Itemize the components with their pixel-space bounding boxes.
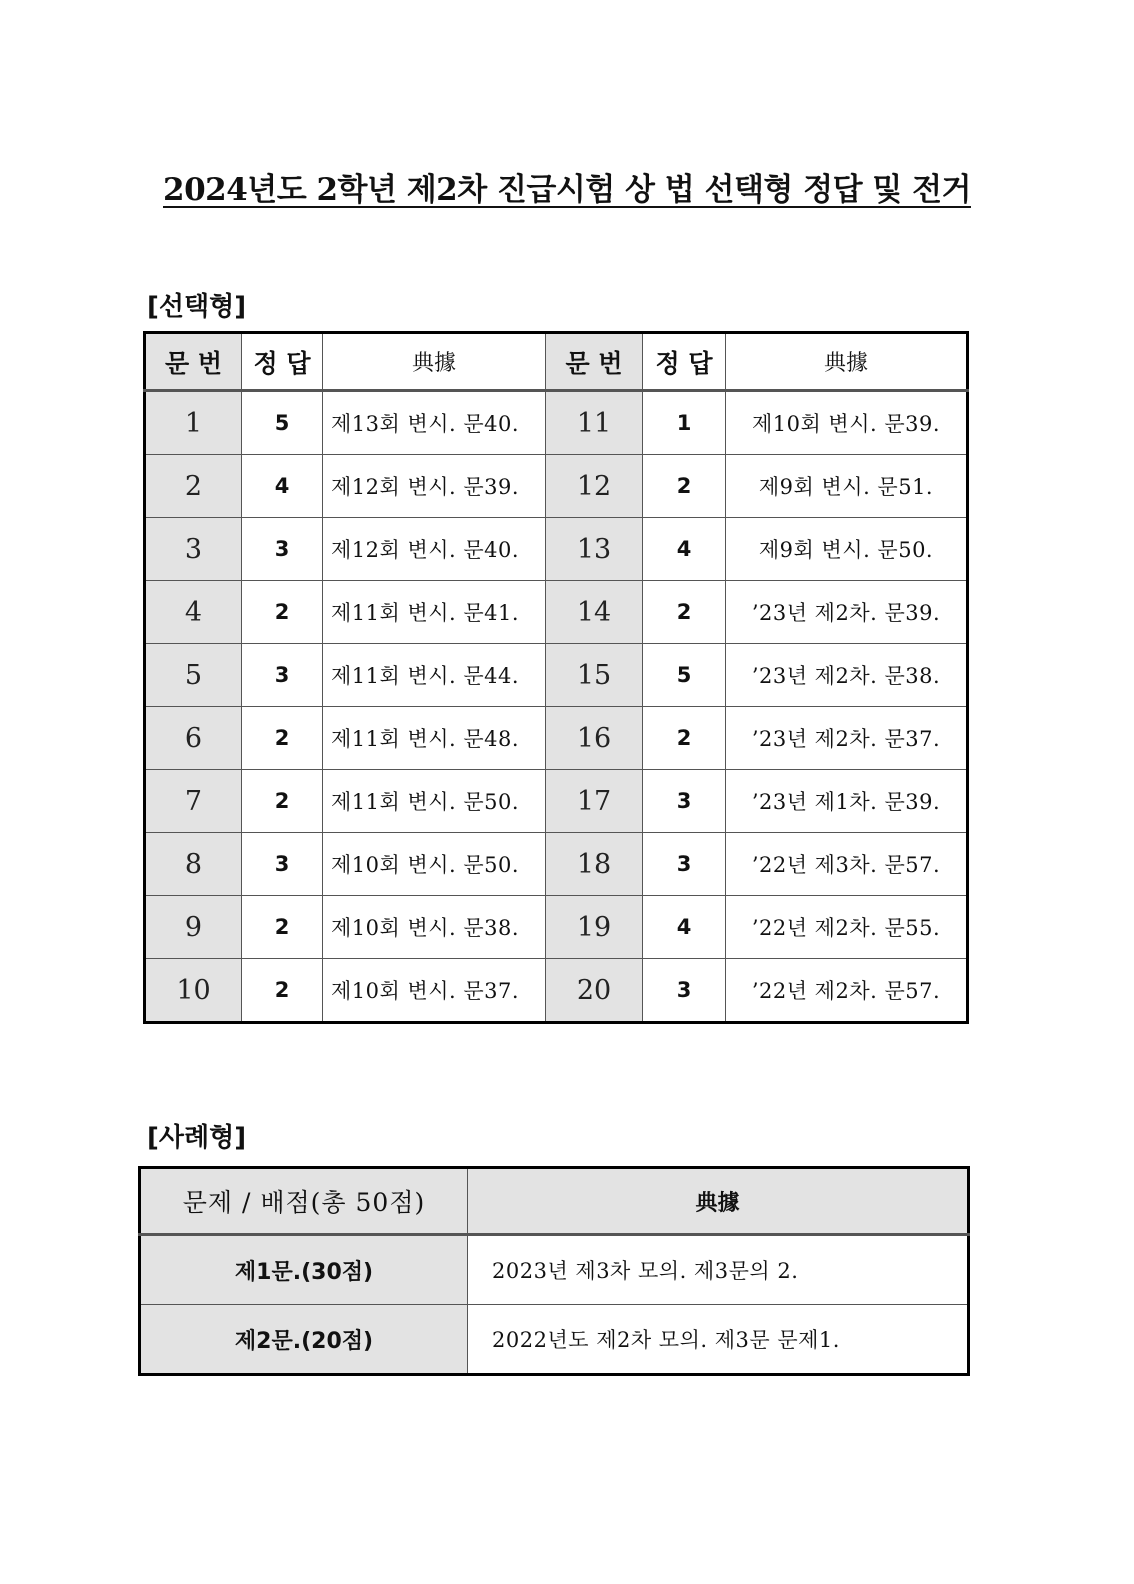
case-question-cell: 제1문.(30점) bbox=[140, 1235, 468, 1305]
table-row bbox=[145, 770, 968, 833]
answer-cell: 5 bbox=[643, 644, 726, 707]
answer-cell: 2 bbox=[643, 455, 726, 518]
answer-cell: 3 bbox=[643, 770, 726, 833]
answer-cell: 3 bbox=[242, 833, 323, 896]
case-question-cell: 제2문.(20점) bbox=[140, 1305, 468, 1375]
question-number-cell: 6 bbox=[145, 707, 242, 770]
table-row bbox=[145, 959, 968, 1023]
table-row bbox=[145, 833, 968, 896]
page-title-text: 2024년도 2학년 제2차 진급시험 상 법 선택형 정답 및 전거 bbox=[163, 172, 971, 208]
question-number-cell: 17 bbox=[546, 770, 643, 833]
question-number-cell: 14 bbox=[546, 581, 643, 644]
question-number-cell: 4 bbox=[145, 581, 242, 644]
question-number-cell: 1 bbox=[145, 391, 242, 455]
question-number-cell: 3 bbox=[145, 518, 242, 581]
answer-cell: 2 bbox=[643, 707, 726, 770]
source-cell: 제11회 변시. 문41. bbox=[323, 581, 546, 644]
question-number-cell: 20 bbox=[546, 959, 643, 1023]
table-row bbox=[145, 707, 968, 770]
mc-header-number-right: 문 번 bbox=[546, 333, 643, 391]
source-cell: ’23년 제1차. 문39. bbox=[726, 770, 968, 833]
answer-cell: 5 bbox=[242, 391, 323, 455]
question-number-cell: 2 bbox=[145, 455, 242, 518]
source-cell: ’23년 제2차. 문39. bbox=[726, 581, 968, 644]
answer-cell: 2 bbox=[242, 896, 323, 959]
question-number-cell: 10 bbox=[145, 959, 242, 1023]
case-header-source: 典據 bbox=[468, 1168, 969, 1235]
case-header-question: 문제 / 배점(총 50점) bbox=[140, 1168, 468, 1235]
page-title bbox=[0, 164, 1134, 209]
case-header-row bbox=[140, 1168, 969, 1235]
case-section-label: [사례형] bbox=[147, 1123, 247, 1153]
answer-cell: 4 bbox=[242, 455, 323, 518]
answer-cell: 3 bbox=[242, 518, 323, 581]
case-source-cell: 2022년도 제2차 모의. 제3문 문제1. bbox=[468, 1305, 969, 1375]
answer-cell: 2 bbox=[643, 581, 726, 644]
question-number-cell: 8 bbox=[145, 833, 242, 896]
answer-cell: 2 bbox=[242, 581, 323, 644]
answer-cell: 4 bbox=[643, 896, 726, 959]
source-cell: ’23년 제2차. 문37. bbox=[726, 707, 968, 770]
question-number-cell: 9 bbox=[145, 896, 242, 959]
question-number-cell: 15 bbox=[546, 644, 643, 707]
case-table-body bbox=[140, 1235, 969, 1375]
answer-cell: 1 bbox=[643, 391, 726, 455]
mc-header-source-left: 典據 bbox=[323, 333, 546, 391]
answer-cell: 2 bbox=[242, 959, 323, 1023]
source-cell: 제11회 변시. 문44. bbox=[323, 644, 546, 707]
table-row bbox=[145, 581, 968, 644]
mc-section-label: [선택형] bbox=[147, 292, 247, 322]
question-number-cell: 18 bbox=[546, 833, 643, 896]
question-number-cell: 13 bbox=[546, 518, 643, 581]
source-cell: 제10회 변시. 문38. bbox=[323, 896, 546, 959]
mc-header-row bbox=[145, 333, 968, 391]
source-cell: ’22년 제2차. 문55. bbox=[726, 896, 968, 959]
mc-table-body bbox=[145, 391, 968, 1023]
question-number-cell: 19 bbox=[546, 896, 643, 959]
multiple-choice-table bbox=[143, 331, 969, 1024]
source-cell: 제11회 변시. 문50. bbox=[323, 770, 546, 833]
source-cell: 제13회 변시. 문40. bbox=[323, 391, 546, 455]
table-row bbox=[140, 1305, 969, 1375]
table-row bbox=[145, 896, 968, 959]
mc-header-answer-left: 정 답 bbox=[242, 333, 323, 391]
source-cell: 제10회 변시. 문37. bbox=[323, 959, 546, 1023]
question-number-cell: 7 bbox=[145, 770, 242, 833]
source-cell: 제9회 변시. 문50. bbox=[726, 518, 968, 581]
answer-cell: 2 bbox=[242, 707, 323, 770]
source-cell: 제10회 변시. 문39. bbox=[726, 391, 968, 455]
source-cell: 제11회 변시. 문48. bbox=[323, 707, 546, 770]
table-row bbox=[145, 391, 968, 455]
table-row bbox=[145, 518, 968, 581]
question-number-cell: 5 bbox=[145, 644, 242, 707]
source-cell: 제10회 변시. 문50. bbox=[323, 833, 546, 896]
table-row bbox=[145, 644, 968, 707]
question-number-cell: 11 bbox=[546, 391, 643, 455]
answer-cell: 3 bbox=[242, 644, 323, 707]
answer-cell: 3 bbox=[643, 833, 726, 896]
source-cell: ’22년 제2차. 문57. bbox=[726, 959, 968, 1023]
case-table bbox=[138, 1166, 970, 1376]
question-number-cell: 16 bbox=[546, 707, 643, 770]
case-source-cell: 2023년 제3차 모의. 제3문의 2. bbox=[468, 1235, 969, 1305]
source-cell: ’22년 제3차. 문57. bbox=[726, 833, 968, 896]
mc-header-answer-right: 정 답 bbox=[643, 333, 726, 391]
answer-cell: 2 bbox=[242, 770, 323, 833]
mc-header-number-left: 문 번 bbox=[145, 333, 242, 391]
source-cell: 제9회 변시. 문51. bbox=[726, 455, 968, 518]
table-row bbox=[140, 1235, 969, 1305]
answer-cell: 3 bbox=[643, 959, 726, 1023]
question-number-cell: 12 bbox=[546, 455, 643, 518]
answer-cell: 4 bbox=[643, 518, 726, 581]
source-cell: 제12회 변시. 문39. bbox=[323, 455, 546, 518]
table-row bbox=[145, 455, 968, 518]
source-cell: ’23년 제2차. 문38. bbox=[726, 644, 968, 707]
mc-header-source-right: 典據 bbox=[726, 333, 968, 391]
source-cell: 제12회 변시. 문40. bbox=[323, 518, 546, 581]
